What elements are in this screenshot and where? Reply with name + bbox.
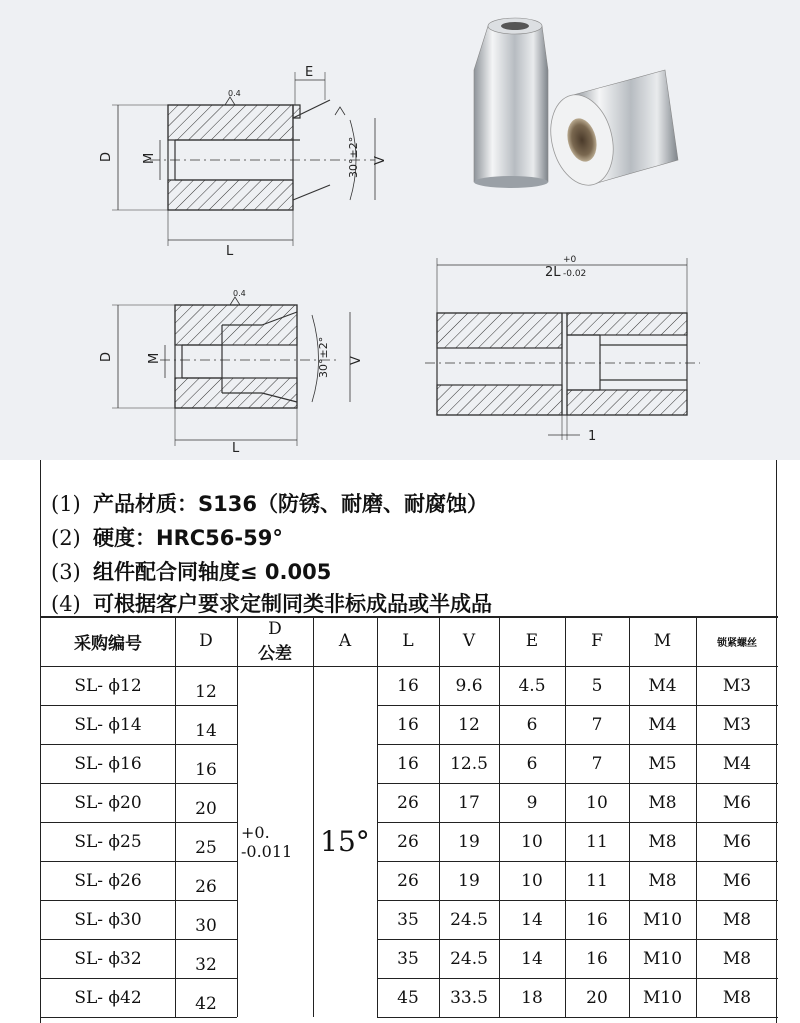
dim-m-label-2: M — [147, 352, 162, 364]
table-cell-m: M8 — [648, 831, 677, 852]
table-cell-l: 16 — [397, 675, 419, 696]
table-cell-f: 7 — [591, 714, 603, 735]
dim-v-label-1: V — [373, 156, 388, 165]
note-text: 组件配合同轴度≤ 0.005 — [93, 560, 332, 584]
table-cell-e: 10 — [521, 831, 543, 852]
table-rule — [175, 616, 176, 1017]
table-cell-e: 14 — [521, 909, 543, 930]
dim-l-label-1: L — [226, 244, 234, 259]
table-cell-d: 25 — [195, 837, 217, 858]
header-e: E — [525, 631, 539, 651]
table-cell-m: M10 — [642, 948, 683, 969]
table-rule — [41, 939, 237, 940]
table-cell-m: M10 — [642, 909, 683, 930]
table-cell-code: SL- ϕ14 — [74, 714, 142, 735]
table-rule — [629, 616, 630, 1017]
table-cell-code: SL- ϕ42 — [74, 987, 142, 1008]
table-cell-d: 12 — [195, 681, 217, 702]
note-text: 硬度：HRC56-59° — [93, 526, 283, 550]
table-cell-m: M8 — [648, 870, 677, 891]
table-cell-m: M5 — [648, 753, 677, 774]
table-rule — [377, 1017, 778, 1018]
table-cell-l: 16 — [397, 714, 419, 735]
table-rule — [377, 783, 778, 784]
table-rule — [377, 861, 778, 862]
technical-drawing — [0, 0, 800, 460]
note-number: (1) — [51, 492, 81, 516]
table-cell-m: M8 — [648, 792, 677, 813]
table-cell-code: SL- ϕ30 — [74, 909, 142, 930]
table-cell-angle: 15° — [320, 825, 370, 858]
dim-v-label-2: V — [349, 356, 364, 365]
header-screw: 锁紧螺丝 — [717, 637, 757, 649]
table-cell-d: 32 — [195, 954, 217, 975]
table-cell-screw: M8 — [722, 909, 752, 930]
table-cell-m: M4 — [648, 675, 677, 696]
table-cell-screw: M8 — [722, 948, 752, 969]
table-cell-d: 16 — [195, 759, 217, 780]
table-cell-e: 10 — [521, 870, 543, 891]
dim-angle-label-2: 30°±2° — [317, 336, 330, 378]
table-rule — [696, 616, 697, 1017]
table-cell-v: 12 — [458, 714, 480, 735]
table-cell-f: 7 — [591, 753, 603, 774]
dim-m-label-1: M — [142, 152, 157, 164]
table-cell-e: 6 — [526, 714, 538, 735]
table-cell-m: M4 — [648, 714, 677, 735]
table-cell-v: 17 — [458, 792, 480, 813]
table-cell-screw: M6 — [722, 792, 752, 813]
dim-angle-label-1: 30°±2° — [347, 136, 360, 178]
table-rule — [499, 616, 500, 1017]
spec-sheet — [40, 460, 777, 1023]
finish-mark-2: 0.4 — [233, 289, 246, 298]
header-m: M — [653, 631, 672, 651]
note-4 — [51, 588, 492, 618]
dim-d-label-2: D — [99, 351, 114, 362]
table-rule — [41, 705, 237, 706]
note-number: (3) — [51, 560, 81, 584]
note-text: 可根据客户要求定制同类非标成品或半成品 — [93, 592, 492, 616]
table-cell-screw: M3 — [722, 675, 752, 696]
note-number: (2) — [51, 526, 81, 550]
table-rule — [41, 616, 778, 618]
table-cell-code: SL- ϕ25 — [74, 831, 142, 852]
table-rule — [41, 1017, 237, 1018]
tolerance-upper: +0. — [241, 822, 270, 842]
header-f: F — [591, 631, 603, 651]
table-rule — [237, 616, 238, 1017]
table-rule — [377, 822, 778, 823]
table-cell-e: 9 — [526, 792, 538, 813]
dim-l-label-2: L — [232, 441, 240, 456]
table-rule — [41, 861, 237, 862]
table-cell-f: 11 — [586, 870, 608, 891]
table-cell-code: SL- ϕ16 — [74, 753, 142, 774]
table-cell-f: 10 — [586, 792, 608, 813]
table-cell-l: 26 — [397, 870, 419, 891]
table-cell-v: 9.6 — [455, 675, 483, 696]
dim-gap-label: 1 — [588, 429, 597, 444]
table-rule — [377, 939, 778, 940]
technical-drawing-panel — [0, 0, 800, 460]
dim-2l-tol-upper: +0 — [563, 255, 577, 265]
table-cell-l: 35 — [397, 948, 419, 969]
table-cell-m: M10 — [642, 987, 683, 1008]
table-rule — [313, 616, 314, 1017]
table-cell-v: 24.5 — [450, 909, 488, 930]
table-rule — [41, 783, 237, 784]
table-cell-l: 16 — [397, 753, 419, 774]
note-text: 产品材质：S136（防锈、耐磨、耐腐蚀） — [93, 492, 488, 516]
table-rule — [377, 744, 778, 745]
dim-2l-label: 2L — [545, 265, 561, 280]
header-d-tolerance-top: D — [268, 618, 282, 639]
table-cell-f: 5 — [591, 675, 603, 696]
table-rule — [41, 666, 778, 667]
table-cell-v: 12.5 — [450, 753, 488, 774]
table-cell-l: 26 — [397, 831, 419, 852]
table-cell-screw: M3 — [722, 714, 752, 735]
table-cell-l: 35 — [397, 909, 419, 930]
table-cell-v: 19 — [458, 870, 480, 891]
section-view-2 — [112, 297, 350, 446]
finish-mark-1: 0.4 — [228, 89, 241, 98]
table-cell-e: 14 — [521, 948, 543, 969]
table-cell-f: 20 — [586, 987, 608, 1008]
table-cell-screw: M4 — [722, 753, 752, 774]
table-cell-f: 16 — [586, 909, 608, 930]
table-cell-screw: M6 — [722, 831, 752, 852]
table-cell-e: 6 — [526, 753, 538, 774]
table-rule — [377, 705, 778, 706]
table-cell-code: SL- ϕ12 — [74, 675, 142, 696]
header-code: 采购编号 — [74, 633, 142, 654]
note-3 — [51, 556, 331, 586]
table-cell-l: 45 — [397, 987, 419, 1008]
table-rule — [439, 616, 440, 1017]
table-cell-tolerance — [237, 666, 313, 1017]
table-cell-d: 26 — [195, 876, 217, 897]
table-cell-screw: M6 — [722, 870, 752, 891]
table-rule — [377, 900, 778, 901]
header-l: L — [402, 631, 414, 651]
table-rule — [565, 616, 566, 1017]
header-v: V — [462, 631, 476, 651]
table-cell-v: 33.5 — [450, 987, 488, 1008]
table-cell-l: 26 — [397, 792, 419, 813]
table-cell-f: 16 — [586, 948, 608, 969]
note-1 — [51, 488, 488, 518]
dim-2l-tol-lower: -0.02 — [563, 269, 587, 279]
note-number: (4) — [51, 592, 81, 616]
dim-d-label-1: D — [99, 151, 114, 162]
table-cell-d: 30 — [195, 915, 217, 936]
table-cell-d: 14 — [195, 720, 217, 741]
table-rule — [377, 978, 778, 979]
table-cell-code: SL- ϕ26 — [74, 870, 142, 891]
table-rule — [41, 900, 237, 901]
note-2 — [51, 522, 283, 552]
table-cell-v: 24.5 — [450, 948, 488, 969]
product-photo — [474, 18, 678, 192]
table-rule — [377, 616, 378, 1017]
table-cell-e: 18 — [521, 987, 543, 1008]
header-a: A — [338, 631, 352, 651]
table-cell-f: 11 — [586, 831, 608, 852]
table-cell-screw: M8 — [722, 987, 752, 1008]
table-cell-d: 42 — [195, 993, 217, 1014]
dim-e-label: E — [305, 65, 314, 80]
header-d-tolerance — [237, 616, 313, 666]
table-cell-code: SL- ϕ20 — [74, 792, 142, 813]
table-rule — [41, 744, 237, 745]
assembly-view — [425, 258, 700, 440]
table-cell-d: 20 — [195, 798, 217, 819]
tolerance-lower: -0.011 — [241, 841, 293, 861]
table-cell-e: 4.5 — [518, 675, 546, 696]
table-cell-code: SL- ϕ32 — [74, 948, 142, 969]
table-rule — [41, 978, 237, 979]
header-d-tolerance-bottom: 公差 — [258, 643, 292, 664]
header-d: D — [199, 631, 213, 651]
table-cell-v: 19 — [458, 831, 480, 852]
table-rule — [41, 822, 237, 823]
